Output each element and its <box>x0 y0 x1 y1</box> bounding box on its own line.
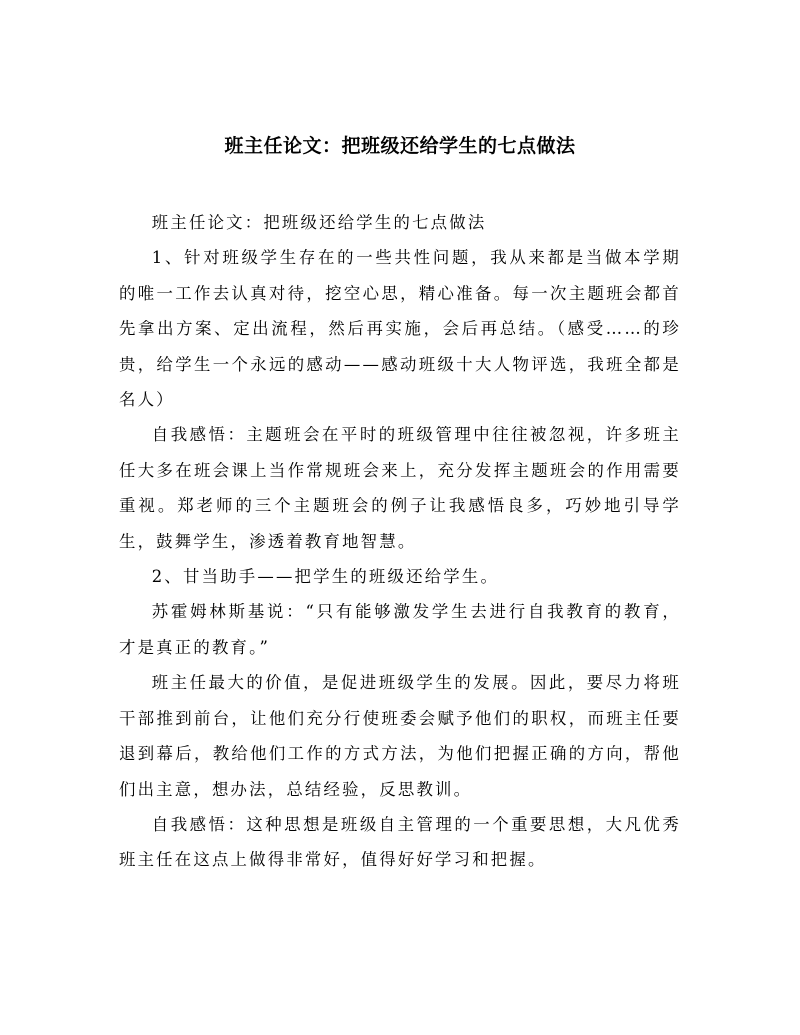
paragraph-quote: 苏霍姆林斯基说：“只有能够激发学生去进行自我教育的教育，才是真正的教育。” <box>119 602 681 657</box>
document-body <box>119 205 681 878</box>
paragraph-reflection-2: 自我感悟：这种思想是班级自主管理的一个重要思想，大凡优秀班主任在这点上做得非常好，值得好好学习和把握。 <box>119 814 681 870</box>
paragraph-reflection-1: 自我感悟：主题班会在平时的班级管理中往往被忽视，许多班主任大多在班会课上当作常规班会来上，充分发挥主题班会的作用需要重视。郑老师的三个主题班会的例子让我感悟良多，巧妙地引导学生，鼓舞学生，渗透着教育地智慧。 <box>119 425 681 551</box>
paragraph-point-1: 1、针对班级学生存在的一些共性问题，我从来都是当做本学期的唯一工作去认真对待，挖空心思，精心准备。每一次主题班会都首先拿出方案、定出流程，然后再实施，会后再总结。（感受……的珍贵，给学生一个永远的感动——感动班级十大人物评选，我班全都是名人） <box>119 248 681 410</box>
paragraph-teacher-value: 班主任最大的价值，是促进班级学生的发展。因此，要尽力将班干部推到前台，让他们充分行使班委会赋予他们的职权，而班主任要退到幕后，教给他们工作的方式方法，为他们把握正确的方向，帮他们出主意，想办法，总结经验，反思教训。 <box>119 673 681 799</box>
paragraph-point-2: 2、甘当助手——把学生的班级还给学生。 <box>151 567 500 587</box>
document-title: 班主任论文：把班级还给学生的七点做法 <box>224 135 576 157</box>
paragraph-subtitle: 班主任论文：把班级还给学生的七点做法 <box>151 213 487 232</box>
